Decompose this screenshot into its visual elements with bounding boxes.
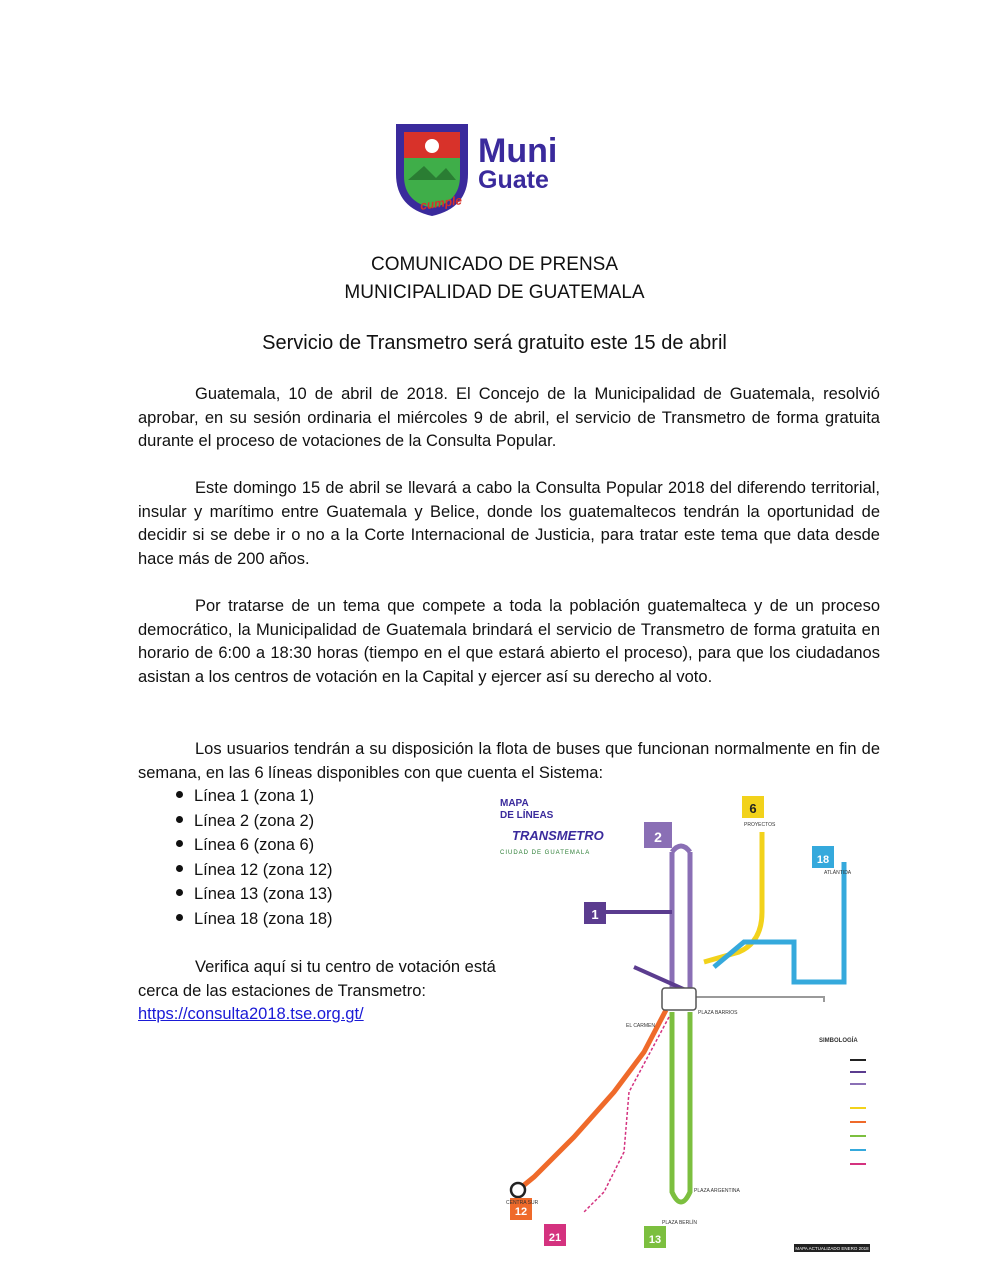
logo-tagline: cumple	[419, 193, 463, 213]
legend-title: SIMBOLOGÍA	[819, 1038, 858, 1044]
page-title: Servicio de Transmetro será gratuito este 15 de abril	[262, 332, 727, 354]
station-plaza-berlin: PLAZA BERLÍN	[662, 1220, 698, 1226]
paragraph-3	[138, 595, 880, 689]
list-item	[176, 784, 333, 809]
consulta-link[interactable]: https://consulta2018.tse.org.gt/	[138, 1005, 364, 1023]
paragraph-2-text: Este domingo 15 de abril se llevará a cabo la Consulta Popular 2018 del diferendo territorial, insular y marítimo entre Guatemala y Belice, donde los guatemaltecos tendrán la oportunidad de decidir si se debe ir o no a la Corte Internacional de Justicia, para tratar este tema que data desde hace más de 200 años.	[138, 479, 880, 568]
verify-text: Verifica aquí si tu centro de votación está cerca de las estaciones de Transmetro:	[138, 958, 496, 1000]
badge-line-18-label: 18	[816, 854, 830, 866]
bullet-icon	[176, 889, 183, 896]
map-title1: MAPA	[500, 798, 529, 809]
badge-line-1-label: 1	[591, 907, 599, 922]
map-title2: DE LÍNEAS	[500, 810, 554, 821]
bullet-icon	[176, 914, 183, 921]
bullet-icon	[176, 840, 183, 847]
paragraph-3-text: Por tratarse de un tema que compete a toda la población guatemalteca y de un proceso democrático, la Municipalidad de Guatemala brindará el servicio de Transmetro de forma gratuita en horario de 6:00 a 18:30 horas (tiempo en el que estará abierto el proceso), para que los ciudadanos asistan a los centros de votación en la Capital y ejercer así su derecho al voto.	[138, 597, 880, 686]
connector-path	[690, 997, 824, 1002]
map-city: CIUDAD DE GUATEMALA	[500, 850, 591, 856]
logo-line2: Guate	[478, 166, 549, 194]
central-hub	[662, 988, 696, 1010]
paragraph-1-text: Guatemala, 10 de abril de 2018. El Concejo de la Municipalidad de Guatemala, resolvió aprobar, en su sesión ordinaria el miércoles 9 de abril, el servicio de Transmetro de forma gratuita durante el proceso de votaciones de la Consulta Popular.	[138, 385, 880, 450]
terminal-centra-sur	[511, 1183, 525, 1197]
list-item	[176, 858, 333, 883]
list-item	[176, 907, 333, 932]
bullet-icon	[176, 791, 183, 798]
bullet-icon	[176, 865, 183, 872]
station-proyectos: PROYECTOS	[744, 822, 776, 828]
station-plaza-argentina: PLAZA ARGENTINA	[694, 1188, 740, 1194]
paragraph-4	[138, 738, 880, 785]
paragraph-1	[138, 383, 880, 454]
list-item	[176, 833, 333, 858]
station-plaza-barrios: PLAZA BARRIOS	[698, 1010, 738, 1016]
station-el-carmen: EL CARMEN	[626, 1023, 655, 1029]
badge-line-13-label: 13	[648, 1234, 662, 1246]
bullet-icon	[176, 816, 183, 823]
list-item	[176, 882, 333, 907]
transmetro-map	[494, 792, 872, 1254]
station-atlantida: ATLÁNTIDA	[824, 870, 852, 876]
paragraph-2	[138, 477, 880, 571]
list-item-label: Línea 2 (zona 2)	[194, 811, 315, 830]
list-item-label: Línea 13 (zona 13)	[194, 885, 333, 903]
list-item	[176, 809, 333, 834]
line-12-path	[518, 1010, 666, 1190]
station-centra-sur: CENTRA SUR	[506, 1200, 539, 1206]
list-item-label: Línea 1 (zona 1)	[194, 787, 315, 805]
list-item-label: Línea 18 (zona 18)	[194, 909, 333, 928]
logo-wordmark	[478, 132, 558, 194]
paragraph-4-text: Los usuarios tendrán a su disposición la flota de buses que funcionan normalmente en fin de semana, en las 6 líneas disponibles con que cuenta el Sistema:	[138, 740, 880, 782]
map-brand: TRANSMETRO	[512, 828, 604, 843]
verify-block	[138, 956, 498, 1027]
line-1-path	[604, 912, 690, 992]
badge-line-12-label: 12	[514, 1206, 528, 1218]
map-footer: MAPA ACTUALIZADO ENERO 2018	[795, 1246, 869, 1251]
badge-line-21-label: 21	[548, 1232, 562, 1244]
header-line2: MUNICIPALIDAD DE GUATEMALA	[344, 282, 645, 303]
list-item-label: Línea 12 (zona 12)	[194, 860, 333, 879]
logo-line1: Muni	[478, 132, 558, 170]
list-item-label: Línea 6 (zona 6)	[194, 836, 315, 854]
lines-list	[176, 784, 333, 931]
line-18-path	[714, 862, 844, 982]
header-line1: COMUNICADO DE PRENSA	[370, 254, 619, 275]
line-2-path	[672, 846, 690, 1002]
line-13-path	[672, 1012, 690, 1202]
badge-line-2-label: 2	[654, 829, 662, 845]
badge-line-6-label: 6	[749, 801, 757, 816]
